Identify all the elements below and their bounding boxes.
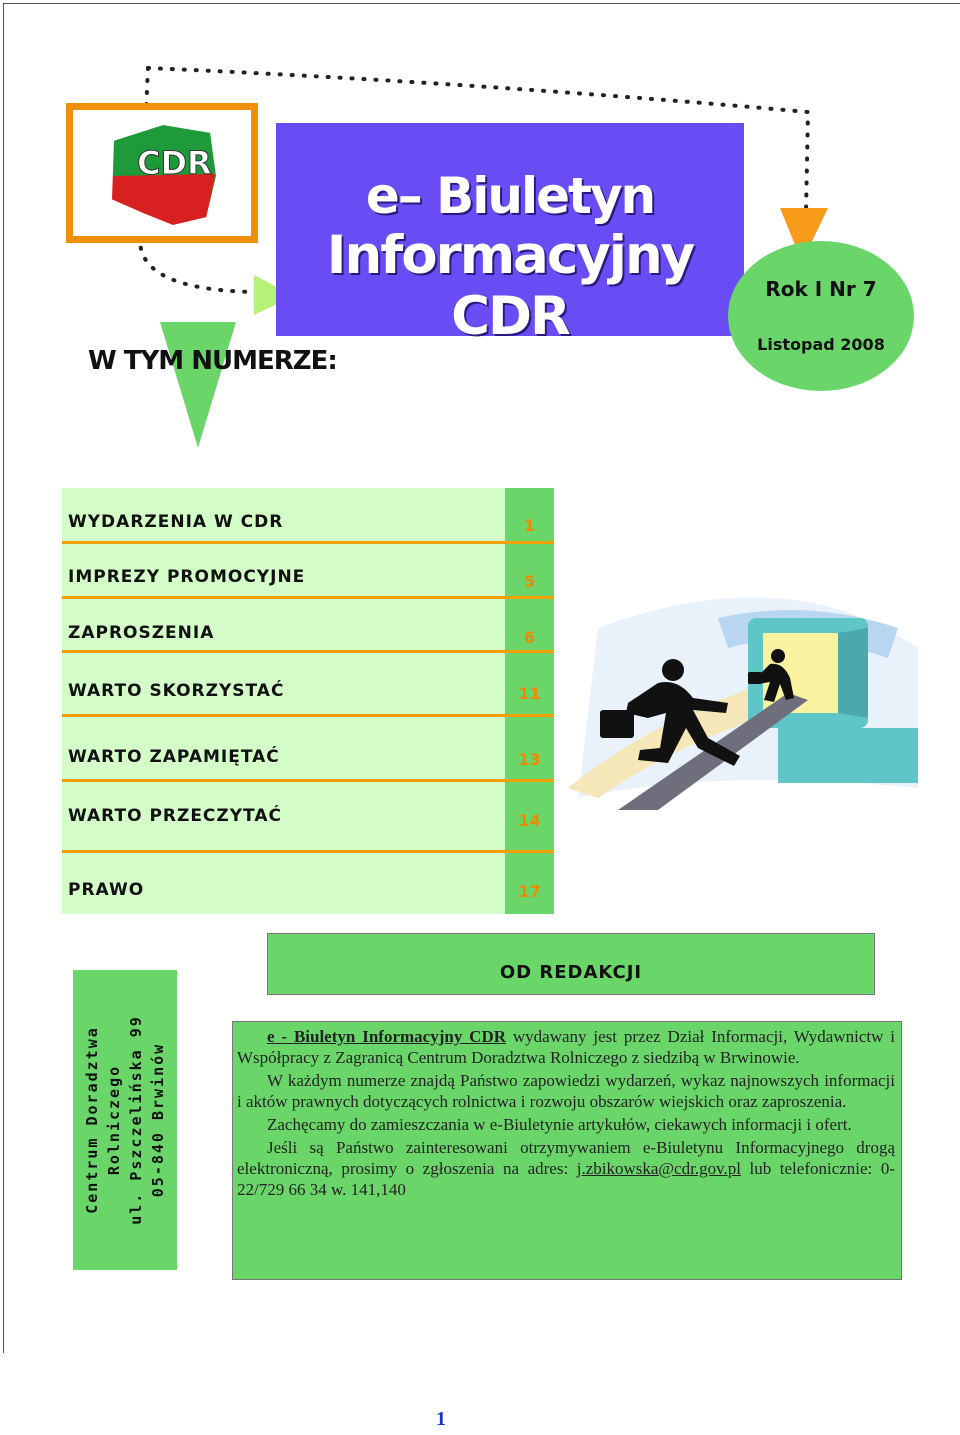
toc-heading: W TYM NUMERZE: [88,346,337,376]
page-number: 1 [436,1408,446,1430]
bulletin-name-link[interactable]: e - Biuletyn Informacyjny CDR [267,1027,507,1046]
title-banner [276,123,744,347]
editorial-paragraph-1-text: wydawany jest przez Dział Informacji, Wydawnictw i Współpracy z Zagranicą Centrum Doradztwa Rolniczego z siedzibą w Brwinowie. [237,1027,895,1067]
issue-badge [728,241,914,391]
cdr-logo [103,116,223,236]
toc-divider [62,596,554,599]
table-of-contents [62,488,554,914]
toc-divider [62,850,554,853]
address-line-2: Rolniczego [105,1064,123,1176]
editorial-paragraph-2: W każdym numerze znajdą Państwo zapowiedzi wydarzeń, wykaz najnowszych informacji i aktów prawnych dotyczących rolnictwa i rozwoju obszarów wiejskich oraz zaproszenia. [237,1071,895,1111]
computer-base-icon [778,728,918,783]
cdr-logo-frame [66,103,258,243]
arrow-down-triangle-green [160,322,236,448]
title-line-2: Informacyjny CDR [326,225,694,347]
editorial-heading: OD REDAKCJI [499,962,643,983]
toc-item-page: 6 [523,628,536,647]
editorial-header [267,933,875,995]
toc-item-label: WYDARZENIA W CDR [68,512,284,532]
address-line-4: 05-840 Brwinów [149,1042,167,1198]
toc-item-label: WARTO ZAPAMIĘTAĆ [68,747,280,767]
toc-item-label: WARTO PRZECZYTAĆ [68,806,282,826]
editorial-paragraph-1 [237,1026,895,1068]
toc-divider [62,650,554,653]
toc-divider [62,541,554,544]
address-line-3: ul. Pszczelińska 99 [127,1015,145,1225]
toc-item-label: IMPREZY PROMOCYJNE [68,567,306,587]
issue-number: Rok I Nr 7 [765,277,877,301]
editorial-paragraph-4-tail: lub telefonicznie: 0-22/729 66 34 w. 141,140 [237,1159,895,1199]
toc-item-label: PRAWO [68,880,145,900]
email-link[interactable]: j.zbikowska@cdr.gov.pl [576,1159,741,1178]
editorial-paragraph-4-text: Jeśli są Państwo zainteresowani otrzymywaniem e-Biuletynu Informacyjnego drogą elektroniczną, prosimy o zgłoszenia na adres: [237,1138,895,1178]
address-sidebar [73,970,177,1270]
toc-item-page: 13 [518,750,541,769]
address-text [81,970,169,1270]
toc-item-page: 11 [518,684,541,703]
toc-item-page: 1 [523,516,536,535]
toc-divider [62,779,554,782]
clipart-illustration [558,588,920,810]
editorial-body [232,1021,902,1280]
toc-divider [62,714,554,717]
toc-item-label: ZAPROSZENIA [68,623,215,643]
logo-text: CDR [137,144,212,182]
title-line-1: e– Biuletyn [365,167,655,225]
toc-item-page: 5 [523,572,536,591]
address-line-1: Centrum Doradztwa [83,1026,101,1214]
toc-item-page: 14 [518,811,541,830]
issue-date: Listopad 2008 [757,335,885,354]
toc-item-page: 17 [518,882,541,901]
toc-item-label: WARTO SKORZYSTAĆ [68,681,285,701]
editorial-paragraph-3: Zachęcamy do zamieszczania w e-Biuletynie artykułów, ciekawych informacji i ofert. [267,1115,852,1134]
editorial-paragraph-4 [237,1137,895,1200]
